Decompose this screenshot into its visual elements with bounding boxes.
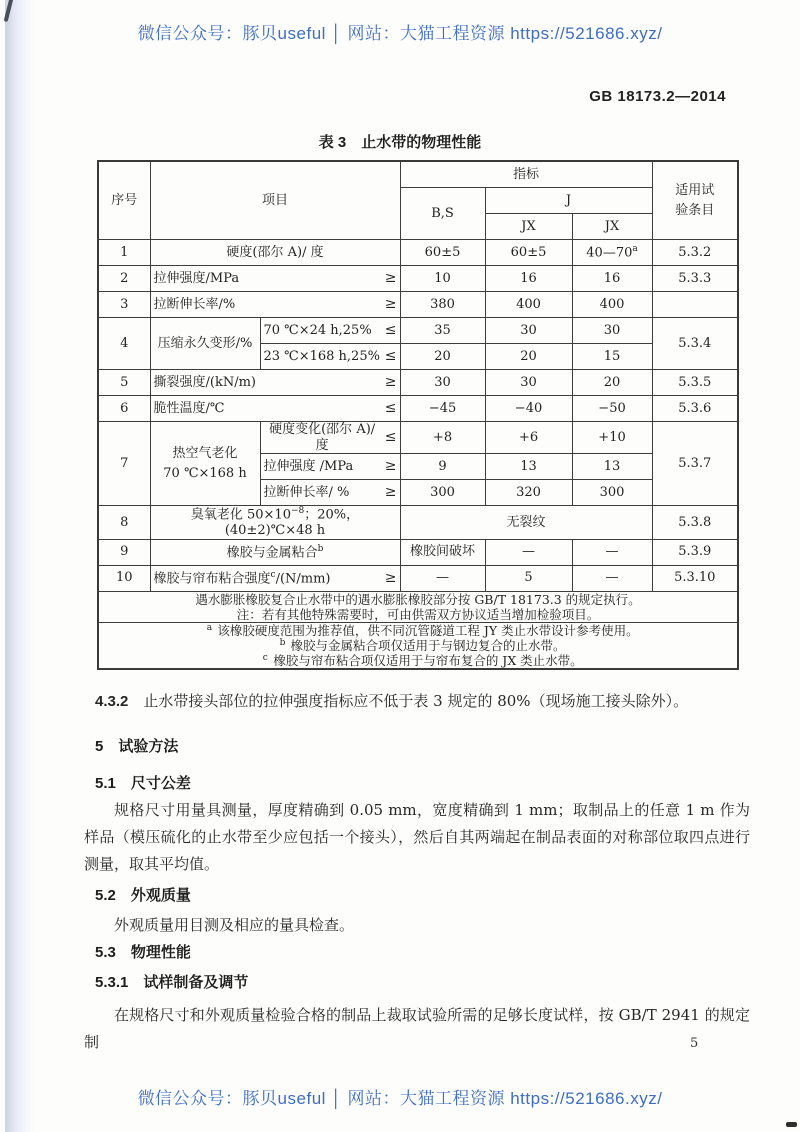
cell-seq: 1 [98,240,150,266]
footnote-c [102,653,734,668]
cell-value: 橡胶间破坏 [400,539,485,565]
cell-value: 13 [572,454,652,480]
section-5-1-paragraph: 规格尺寸用量具测量，厚度精确到 0.05 mm，宽度精确到 1 mm；取制品上的任意 1 m 作为样品（模压硫化的止水带至少应包括一个接头），然后自其两端起在制品表面的对称部位取四点进行测量，取其平均值。 [84,801,750,873]
note-line-1: 遇水膨胀橡胶复合止水带中的遇水膨胀橡胶部分按 GB/T 18173.3 的规定执行。 [195,591,641,607]
cell-item [150,565,400,591]
table-footnotes [98,622,738,669]
cell-seq: 6 [98,396,150,422]
cell-item [150,539,400,565]
header-jx-right: JX [572,214,652,240]
footnote-ref-c: c [270,569,276,580]
cell-value: 35 [400,318,485,344]
cell-seq: 2 [98,266,150,292]
cell-value: 300 [400,480,485,506]
note-line-2: 注：若有其他特殊需要时，可由供需双方协议适当增加检验项目。 [236,606,600,622]
cell-ref [652,292,738,318]
cell-value: 20 [400,344,485,370]
item-label: 臭氧老化 50×10 [190,507,291,523]
table-row [98,506,738,540]
header-seq: 序号 [98,161,150,240]
header-applicable-line1: 适用试 [675,183,715,198]
table-footnotes-row [98,622,738,669]
header-indicator: 指标 [400,161,652,188]
section-5-3-1-heading: 5.3.1 试样制备及调节 [95,974,249,991]
cell-value: — [485,539,572,565]
comparator-symbol: ≤ [384,322,397,339]
header-j: J [485,188,652,214]
cell-value: 320 [485,480,572,506]
cell-value: 60±5 [400,240,485,266]
footnote-c-marker: c [262,652,268,663]
header-bs: B,S [400,188,485,240]
watermark-banner-bottom: 微信公众号：豚贝useful │ 网站：大猫工程资源 https://521686.xyz/ [137,1089,663,1108]
cell-condition [260,422,400,454]
comparator-symbol: ≤ [384,429,397,446]
comparator-symbol: ≤ [384,400,397,417]
cell-value: 10 [400,266,485,292]
cell-value: — [572,539,652,565]
comparator-symbol: ≥ [384,296,397,313]
cell-seq: 5 [98,370,150,396]
cell-value: −40 [485,396,572,422]
footnote-b [102,638,734,653]
footnote-b-text: 橡胶与金属粘合项仅适用于与钢边复合的止水带。 [290,637,566,653]
cell-value: — [572,565,652,591]
section-5-3-heading: 5.3 物理性能 [95,944,191,961]
table-row [98,539,738,565]
cell-ref: 5.3.5 [652,370,738,396]
item-label: 橡胶与金属粘合 [226,545,318,561]
cell-seq: 10 [98,565,150,591]
condition-text: 硬度变化(邵尔 A)/度 [269,422,376,453]
scan-edge-shadow [5,0,35,1132]
cell-value: 30 [400,370,485,396]
section-5-2-heading: 5.2 外观质量 [95,887,191,904]
table-row [98,396,738,422]
table-row [98,422,738,454]
cell-value: 30 [485,318,572,344]
standard-number: GB 18173.2—2014 [589,88,726,105]
footnote-a-marker: a [206,622,213,633]
clause-text: 止水带接头部位的拉伸强度指标应不低于表 3 规定的 80%（现场施工接头除外）。 [128,692,689,710]
item-label-cont: ；20%，(40±2)℃×48 h [224,507,360,539]
cell-item [150,506,400,540]
item-label: 脆性温度/℃ [153,400,225,416]
cell-value: 5 [485,565,572,591]
item-label: 撕裂强度/(kN/m) [153,374,256,390]
item-label-line2: 70 ℃×168 h [163,465,247,481]
cell-ref: 5.3.6 [652,396,738,422]
page-number: 5 [690,1036,699,1051]
cell-value: 20 [572,370,652,396]
cell-value: 30 [572,318,652,344]
section-5-3-1-paragraph: 在规格尺寸和外观质量检验合格的制品上裁取试验所需的足够长度试样，按 GB/T 2941 的规定制 [84,1006,750,1051]
cell-value: 9 [400,454,485,480]
condition-text: 70 ℃×24 h,25% [263,322,372,338]
cell-item [150,266,400,292]
cell-ref: 5.3.8 [652,506,738,540]
footnote-b-marker: b [279,637,286,648]
table-row [98,240,738,266]
cell-value: 13 [485,454,572,480]
value-text: 40—70 [586,245,633,261]
comparator-symbol: ≥ [384,458,397,475]
cell-seq: 8 [98,506,150,540]
item-label-line1: 热空气老化 [172,446,238,462]
cell-condition [260,344,400,370]
header-item: 项目 [150,161,400,240]
footnote-a-text: 该橡胶硬度范围为推荐值，供不同沉管隧道工程 JY 类止水带设计参考使用。 [217,622,639,638]
table-notes [98,591,738,622]
cell-condition [260,480,400,506]
footnote-ref-b: b [317,543,324,554]
cell-ref: 5.3.7 [652,422,738,506]
cell-value [572,240,652,266]
cell-value: +6 [485,422,572,454]
item-label: 压缩永久变形/% [150,318,260,370]
item-label [150,422,260,506]
cell-ref: 5.3.4 [652,318,738,370]
condition-text: 拉伸强度 /MPa [263,458,354,474]
table-header-row-1 [98,161,738,188]
condition-text: 23 ℃×168 h,25% [263,348,380,364]
cell-value: — [400,565,485,591]
cell-item [150,292,400,318]
scan-speck-artifact [786,1122,797,1127]
cell-value: +8 [400,422,485,454]
table-notes-row [98,591,738,622]
comparator-symbol: ≥ [384,569,397,586]
header-jx-left: JX [485,214,572,240]
item-label-unit: /(N/mm) [275,571,331,587]
cell-value-span: 无裂纹 [400,506,652,540]
cell-condition [260,454,400,480]
cell-value: −45 [400,396,485,422]
cell-value: 16 [485,266,572,292]
item-label [154,570,331,587]
cell-ref: 5.3.3 [652,266,738,292]
table-row [98,292,738,318]
item-label-text: 橡胶与帘布粘合强度 [153,571,271,587]
item-label: 拉伸强度/MPa [153,270,240,286]
cell-value: 20 [485,344,572,370]
table-row [98,266,738,292]
comparator-symbol: ≥ [384,270,397,287]
table-3-physical-properties [97,160,739,670]
header-applicable [652,161,738,240]
table-row [98,370,738,396]
cell-value: 380 [400,292,485,318]
cell-value: +10 [572,422,652,454]
item-label: 硬度(邵尔 A)/ 度 [226,244,324,260]
cell-value: 400 [485,292,572,318]
clause-4-3-2 [84,690,761,711]
cell-item [150,240,400,266]
exponent: −8 [290,506,305,517]
table-3-title: 表 3 止水带的物理性能 [318,134,482,151]
footnote-ref-a: a [632,244,638,255]
table-row [98,318,738,344]
cell-ref: 5.3.9 [652,539,738,565]
cell-value: −50 [572,396,652,422]
cell-value: 60±5 [485,240,572,266]
watermark-banner-top: 微信公众号：豚贝useful │ 网站：大猫工程资源 https://521686.xyz/ [137,24,663,43]
cell-item [150,370,400,396]
cell-value: 16 [572,266,652,292]
comparator-symbol: ≤ [384,348,397,365]
cell-seq: 3 [98,292,150,318]
section-5-1-heading: 5.1 尺寸公差 [95,775,191,792]
condition-text: 拉断伸长率/ % [263,484,350,500]
item-label: 拉断伸长率/% [153,296,236,312]
footnote-a [102,623,734,638]
cell-ref: 5.3.2 [652,240,738,266]
section-5-heading: 5 试验方法 [95,738,179,755]
cell-value: 300 [572,480,652,506]
cell-ref: 5.3.10 [652,565,738,591]
cell-value: 400 [572,292,652,318]
clause-number: 4.3.2 [95,693,129,710]
section-5-2-paragraph: 外观质量用目测及相应的量具检查。 [114,916,355,934]
cell-condition [260,318,400,344]
header-applicable-line2: 验条目 [675,202,715,218]
cell-value: 30 [485,370,572,396]
cell-seq: 9 [98,539,150,565]
cell-item [150,396,400,422]
cell-value: 15 [572,344,652,370]
cell-seq: 7 [98,422,150,506]
comparator-symbol: ≥ [384,374,397,391]
footnote-c-text: 橡胶与帘布粘合项仅适用于与帘布复合的 JX 类止水带。 [273,652,583,668]
cell-seq: 4 [98,318,150,370]
table-row [98,565,738,591]
comparator-symbol: ≥ [384,484,397,501]
